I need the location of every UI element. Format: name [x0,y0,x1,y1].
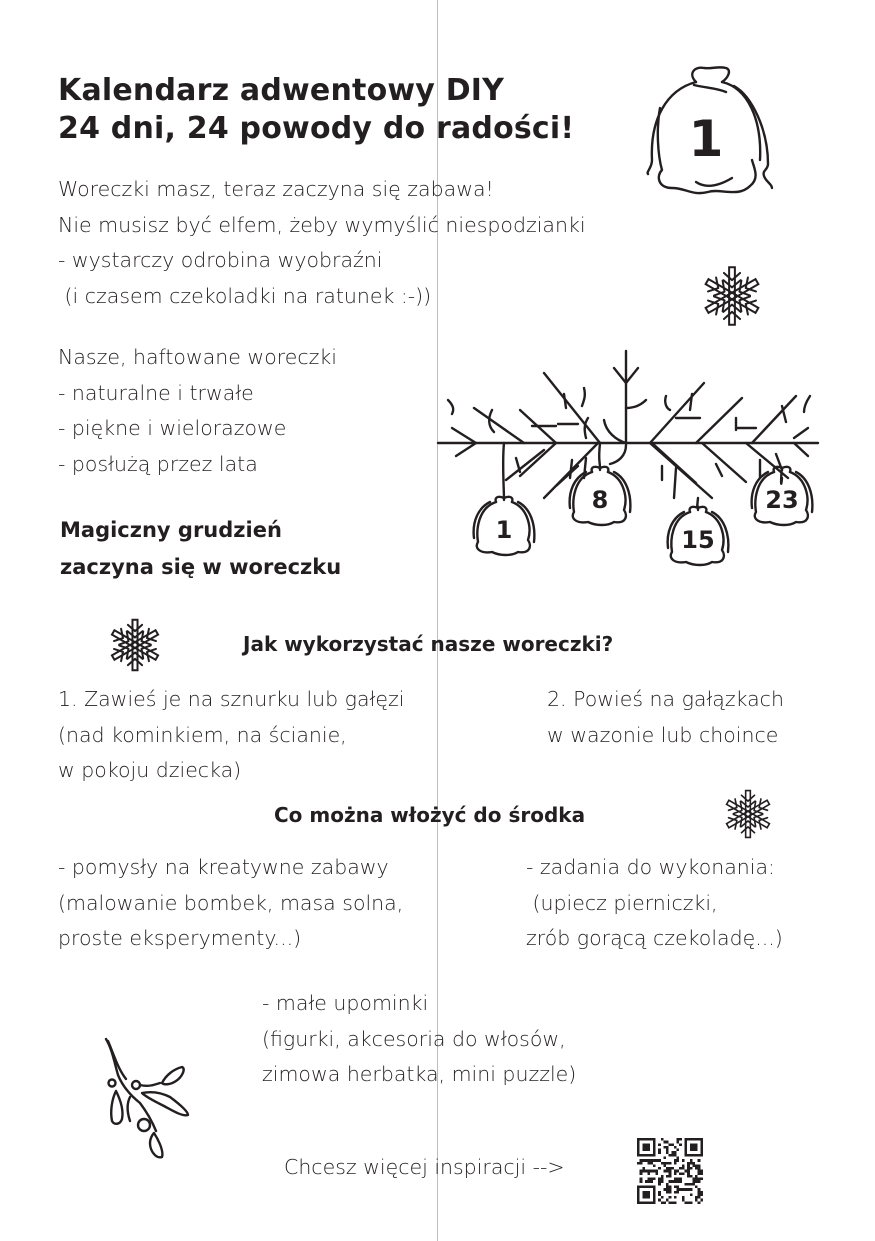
usage-option-line: w pokoju dziecka) [58,758,242,782]
branch-with-bags-illustration [436,348,826,593]
usage-option-2 [547,682,784,753]
idea-line: - zadania do wykonania: [526,855,775,879]
snowflake-icon [722,786,774,842]
page-title [58,72,574,148]
snowflake-icon [107,615,163,675]
idea-tasks [526,850,783,957]
qr-code[interactable] [637,1138,703,1204]
idea-small-gifts [262,986,576,1093]
mistletoe-icon [100,1035,200,1160]
usage-option-line: 1. Zawieś je na sznurku lub gałęzi [58,687,405,711]
intro-line: - wystarczy odrobina wyobraźni [58,248,383,272]
idea-creative-games [58,850,403,957]
bag-number-large: 1 [688,110,724,168]
idea-line: zrób gorącą czekoladę...) [526,926,783,950]
small-bag-icon [570,443,631,525]
what-inside-heading: Co można włożyć do środka [274,803,586,827]
title-line-1: Kalendarz adwentowy DIY [58,73,505,108]
idea-line: (figurki, akcesoria do włosów, [262,1026,566,1051]
how-to-use-heading: Jak wykorzystać nasze woreczki? [243,632,614,656]
small-bag-number: 15 [681,526,715,554]
snowflake-icon [700,262,764,330]
idea-line: (upiecz pierniczki, [526,890,718,915]
intro-line: Woreczki masz, teraz zaczyna się zabawa! [58,177,494,201]
feature-item: - posłużą przez lata [58,451,258,476]
intro-line: (i czasem czekoladki na ratunek :-)) [58,283,432,308]
tagline-line: Magiczny grudzień [60,518,282,542]
feature-item: - naturalne i trwałe [58,380,254,405]
small-bag-icon [474,443,535,555]
small-bag-number: 8 [591,486,609,514]
usage-option-line: w wazonie lub choince [547,722,779,747]
title-line-2: 24 dni, 24 powody do radości! [58,111,575,146]
intro-line: Nie musisz być elfem, żeby wymyślić niespodzianki [58,212,586,237]
idea-line: - pomysły na kreatywne zabawy [58,855,389,879]
features-list [58,340,337,482]
usage-option-line: (nad kominkiem, na ścianie, [58,722,347,747]
tagline [60,512,341,586]
idea-line: - małe upominki [262,991,429,1015]
features-heading: Nasze, haftowane woreczki [58,345,337,369]
intro-paragraph [58,172,586,314]
small-bag-number: 1 [495,516,513,544]
more-inspiration-link[interactable]: Chcesz więcej inspiracji --> [284,1155,565,1179]
usage-option-line: 2. Powieś na gałązkach [547,687,784,711]
small-bag-number: 23 [765,486,799,514]
idea-line: zimowa herbatka, mini puzzle) [262,1062,577,1086]
idea-line: proste eksperymenty...) [58,926,302,950]
small-bag-icon [668,498,729,565]
feature-item: - piękne i wielorazowe [58,416,287,440]
usage-option-1 [58,682,404,789]
idea-line: (malowanie bombek, masa solna, [58,890,404,915]
bag-icon-large [636,60,776,200]
tagline-line: zaczyna się w woreczku [60,555,342,579]
